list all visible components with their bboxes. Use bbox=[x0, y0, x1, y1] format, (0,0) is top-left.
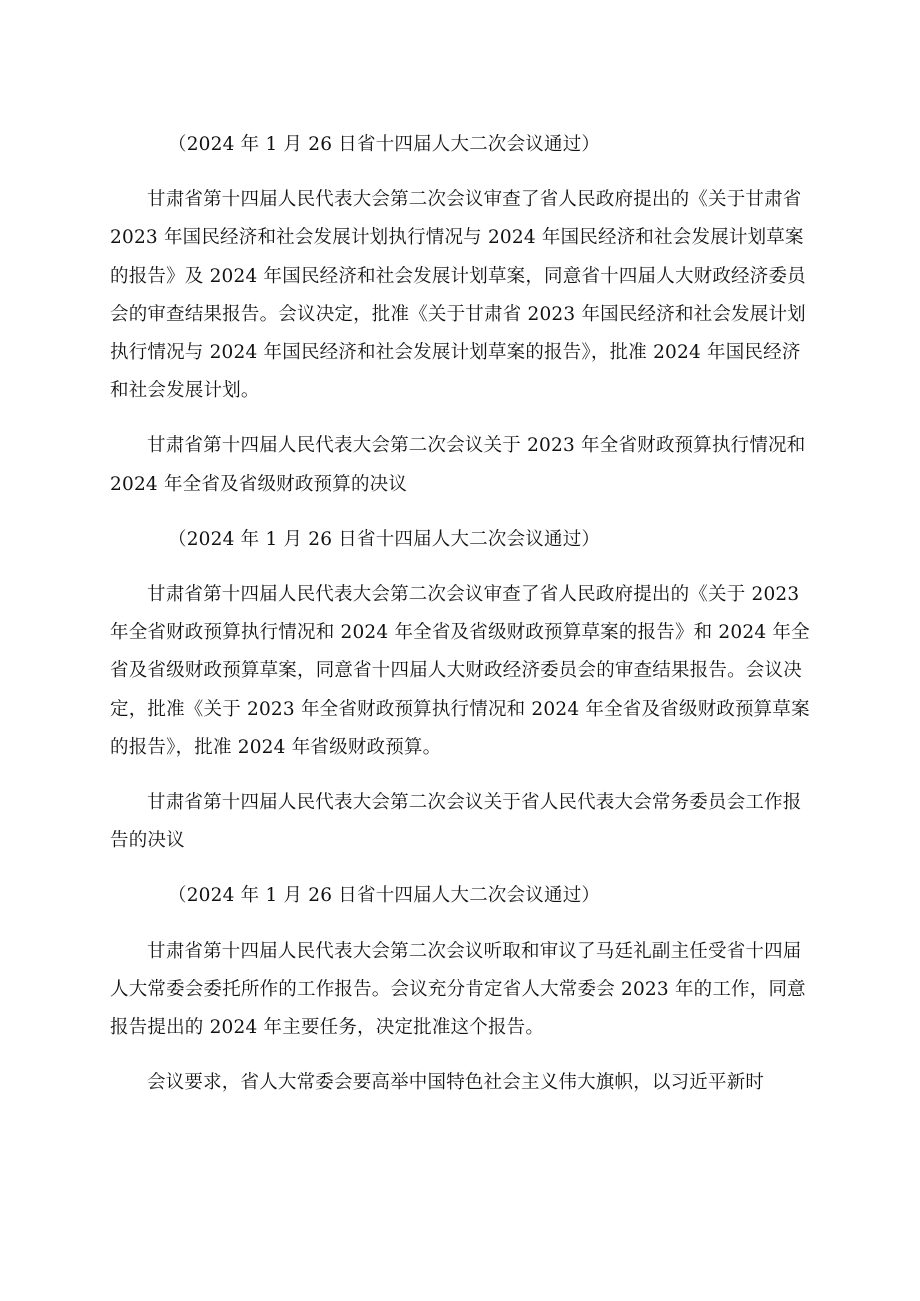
resolution-date-note: （2024 年 1 月 26 日省十四届人大二次会议通过） bbox=[168, 885, 601, 907]
body-paragraph: 甘肃省第十四届人民代表大会第二次会议审查了省人民政府提出的《关于甘肃省 2023 年国民经济和社会发展计划执行情况与 2024 年国民经济和社会发展计划草案的报告》及 2024 年国民经济和社会发展计划草案，同意省十四届人大财政经济委员会的审查结果报告。会议决定，批准《关于甘肃省 2023 年国民经济和社会发展计划执行情况与 2024 年国民经济和社会发展计划草案的报告》，批准 2024 年国民经济和社会发展计划。 bbox=[110, 189, 806, 402]
resolution-title: 甘肃省第十四届人民代表大会第二次会议关于省人民代表大会常务委员会工作报告的决议 bbox=[110, 792, 802, 852]
body-paragraph: 甘肃省第十四届人民代表大会第二次会议审查了省人民政府提出的《关于 2023 年全省财政预算执行情况和 2024 年全省及省级财政预算草案的报告》和 2024 年全省及省级财政预算草案，同意省十四届人大财政经济委员会的审查结果报告。会议决定，批准《关于 2023 年全省财政预算执行情况和 2024 年全省及省级财政预算草案的报告》，批准 2024 年省级财政预算。 bbox=[110, 584, 810, 758]
resolution-title: 甘肃省第十四届人民代表大会第二次会议关于 2023 年全省财政预算执行情况和 2024 年全省及省级财政预算的决议 bbox=[110, 435, 806, 495]
document-body bbox=[110, 126, 815, 1102]
resolution-date-note: （2024 年 1 月 26 日省十四届人大二次会议通过） bbox=[168, 134, 601, 155]
body-paragraph: 甘肃省第十四届人民代表大会第二次会议听取和审议了马廷礼副主任受省十四届人大常委会委托所作的工作报告。会议充分肯定省人大常委会 2023 年的工作，同意报告提出的 2024 年主要任务，决定批准这个报告。 bbox=[110, 940, 806, 1039]
body-paragraph: 会议要求，省人大常委会要高举中国特色社会主义伟大旗帜，以习近平新时 bbox=[147, 1072, 765, 1094]
resolution-date-note: （2024 年 1 月 26 日省十四届人大二次会议通过） bbox=[168, 528, 601, 550]
